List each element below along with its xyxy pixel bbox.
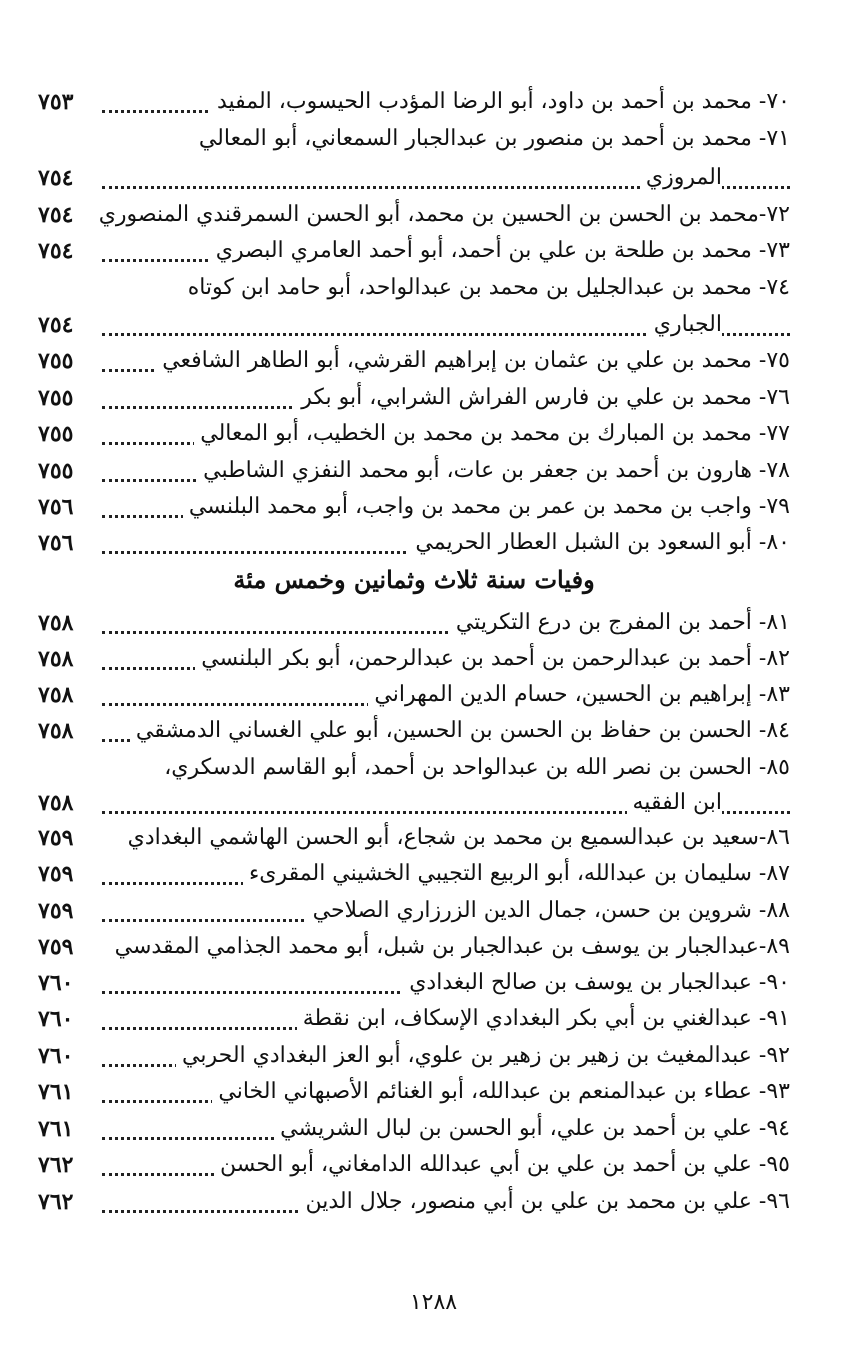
entry-text: ٨٦-سعيد بن عبدالسميع بن محمد بن شجاع، أبو الحسن الهاشمي البغدادي: [122, 820, 790, 856]
entry-text: ٨٢- أحمد بن عبدالرحمن بن أحمد بن عبدالرحمن، أبو بكر البلنسي: [195, 641, 790, 677]
entry-text: ٨٧- سليمان بن عبدالله، أبو الربيع التجيبي الخشيني المقرىء: [243, 856, 790, 892]
index-entry: [38, 525, 790, 561]
entry-text: ٩٥- علي بن أحمد بن علي بن أبي عبدالله الدامغاني، أبو الحسن: [214, 1147, 790, 1183]
entry-page-number: ٧٥٥: [38, 385, 74, 411]
entry-text: ٧٩- واجب بن محمد بن عمر بن محمد بن واجب، أبو محمد البلنسي: [183, 489, 790, 525]
entry-text: المروزي: [640, 160, 722, 196]
index-entry: [38, 929, 790, 965]
index-entry: [38, 893, 790, 929]
entry-page-number: ٧٥٩: [38, 934, 74, 960]
entry-text: ٧٧- محمد بن المبارك بن محمد بن محمد بن الخطيب، أبو المعالي: [194, 416, 790, 452]
entry-page-number: ٧٦٢: [38, 1189, 74, 1215]
entry-page-number: ٧٥٩: [38, 825, 74, 851]
entry-text: ٨٨- شروين بن حسن، جمال الدين الزرزاري الصلاحي: [307, 893, 790, 929]
entry-text: ٧٠- محمد بن أحمد بن داود، أبو الرضا المؤدب الحيسوب، المفيد: [211, 84, 790, 120]
entry-text: ٧٦- محمد بن علي بن فارس الفراش الشرابي، أبو بكر: [295, 380, 790, 416]
entry-text: ٨١- أحمد بن المفرج بن درع التكريتي: [450, 605, 790, 641]
entry-page-number: ٧٥٥: [38, 348, 74, 374]
entry-text: ٧٤- محمد بن عبدالجليل بن محمد بن عبدالواحد، أبو حامد ابن كوتاه: [182, 270, 790, 306]
section-heading: وفيات سنة ثلاث وثمانين وخمس مئة: [233, 565, 595, 594]
index-entry: [38, 1184, 790, 1220]
entry-page-number: ٧٥٣: [38, 89, 74, 115]
entry-page-number: ٧٥٥: [38, 421, 74, 447]
entry-text: ٧٣- محمد بن طلحة بن علي بن أحمد، أبو أحمد العامري البصري: [210, 233, 790, 269]
entry-text: ٩٤- علي بن أحمد بن علي، أبو الحسن بن لبال الشريشي: [274, 1111, 790, 1147]
page-footer-number: ١٢٨٨: [409, 1290, 458, 1315]
entry-page-number: ٧٥٩: [38, 861, 74, 887]
entry-page-number: ٧٦١: [38, 1079, 74, 1105]
index-entry-continuation: [38, 160, 790, 196]
entry-page-number: ٧٥٦: [38, 494, 74, 520]
entry-text: ٧٢-محمد بن الحسن بن الحسين بن محمد، أبو الحسن السمرقندي المنصوري: [93, 197, 790, 233]
entry-text: ٨٣- إبراهيم بن الحسين، حسام الدين المهراني: [368, 677, 790, 713]
entry-page-number: ٧٥٤: [38, 202, 74, 228]
entry-page-number: ٧٥٨: [38, 718, 74, 744]
entry-page-number: ٧٥٤: [38, 165, 74, 191]
entry-text: ٩٦- علي بن محمد بن علي بن أبي منصور، جلال الدين: [300, 1184, 790, 1220]
entry-text: ٨٤- الحسن بن حفاظ بن الحسن بن الحسين، أبو علي الغساني الدمشقي: [130, 713, 790, 749]
entry-text: ٧٥- محمد بن علي بن عثمان بن إبراهيم القرشي، أبو الطاهر الشافعي: [156, 343, 790, 379]
entry-page-number: ٧٥٨: [38, 646, 74, 672]
entry-text: الجباري: [648, 307, 722, 343]
index-entry: [38, 820, 790, 856]
entry-page-number: ٧٦١: [38, 1116, 74, 1142]
entry-text: ٨٥- الحسن بن نصر الله بن عبدالواحد بن أحمد، أبو القاسم الدسكري،: [158, 750, 790, 786]
index-entry-continuation: [38, 785, 790, 821]
entry-text: ٩٣- عطاء بن عبدالمنعم بن عبدالله، أبو الغنائم الأصبهاني الخاني: [212, 1074, 790, 1110]
entry-text: ٩٠- عبدالجبار بن يوسف بن صالح البغدادي: [403, 965, 790, 1001]
entry-text: ٨٠- أبو السعود بن الشبل العطار الحريمي: [409, 525, 790, 561]
entry-page-number: ٧٥٥: [38, 458, 74, 484]
entry-page-number: ٧٦٠: [38, 970, 74, 996]
entry-text: ابن الفقيه: [627, 785, 722, 821]
entry-text: ٧١- محمد بن أحمد بن منصور بن عبدالجبار السمعاني، أبو المعالي: [193, 121, 790, 157]
entry-page-number: ٧٥٤: [38, 312, 74, 338]
entry-page-number: ٧٦٠: [38, 1006, 74, 1032]
index-entry: [38, 233, 790, 269]
entry-page-number: ٧٦٢: [38, 1152, 74, 1178]
index-entry: [38, 197, 790, 233]
entry-page-number: ٧٥٨: [38, 682, 74, 708]
entry-page-number: ٧٦٠: [38, 1043, 74, 1069]
entry-page-number: ٧٥٤: [38, 238, 74, 264]
entry-page-number: ٧٥٨: [38, 610, 74, 636]
index-entry: [38, 84, 790, 120]
entry-page-number: ٧٥٨: [38, 790, 74, 816]
entry-text: ٧٨- هارون بن أحمد بن جعفر بن عات، أبو محمد النفزي الشاطبي: [197, 453, 790, 489]
entry-page-number: ٧٥٩: [38, 898, 74, 924]
entry-page-number: ٧٥٦: [38, 530, 74, 556]
entry-text: ٨٩-عبدالجبار بن يوسف بن عبدالجبار بن شبل، أبو محمد الجذامي المقدسي: [109, 929, 790, 965]
entry-text: ٩١- عبدالغني بن أبي بكر البغدادي الإسكاف، ابن نقطة: [297, 1001, 790, 1037]
entry-text: ٩٢- عبدالمغيث بن زهير بن زهير بن علوي، أبو العز البغدادي الحربي: [176, 1038, 790, 1074]
index-entry: [38, 713, 790, 749]
